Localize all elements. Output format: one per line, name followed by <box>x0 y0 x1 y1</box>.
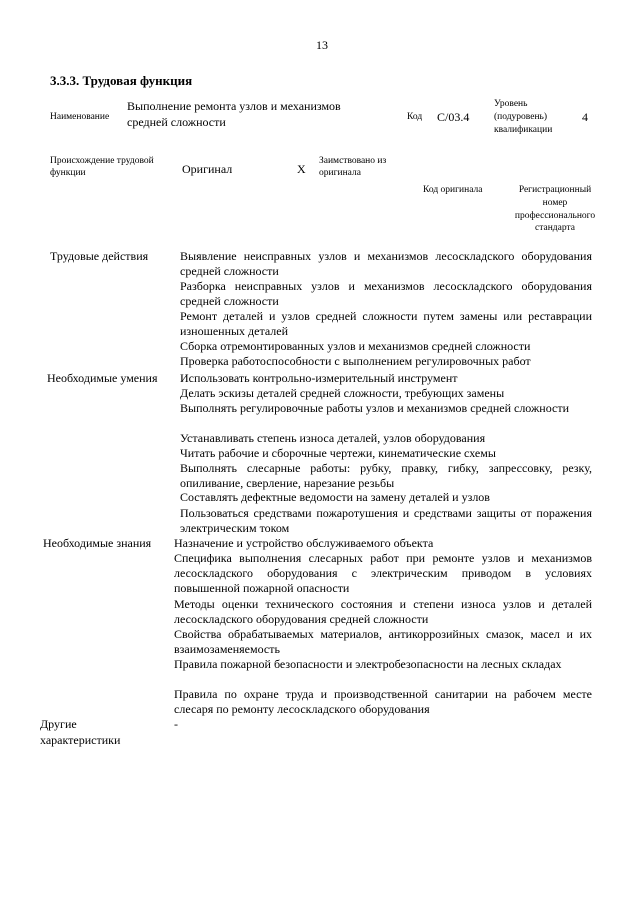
name-label: Наименование <box>50 112 110 122</box>
knowledge-item: Правила пожарной безопасности и электробезопасности на лесных складах <box>174 657 562 671</box>
labor-action-item: Проверка работоспособности с выполнением регулировочных работ <box>180 354 531 368</box>
name-value-line1: Выполнение ремонта узлов и механизмов <box>127 99 341 113</box>
reg-number-line4: стандарта <box>535 223 575 233</box>
code-label: Код <box>407 112 423 122</box>
other-label-line2: характеристики <box>40 733 121 747</box>
level-label-line2: (подуровень) <box>494 112 548 122</box>
other-label-line1: Другие <box>40 717 77 731</box>
labor-actions-label: Трудовые действия <box>50 249 149 263</box>
knowledge-label: Необходимые знания <box>43 536 152 550</box>
knowledge-item: Специфика выполнения слесарных работ при ремонте узлов и механизмов лесоскладского оборудования с электрическим приводом в условиях повышенной пожарной опасности <box>174 551 592 595</box>
other-value: - <box>174 717 178 731</box>
skill-item: Устанавливать степень износа деталей, узлов оборудования <box>180 431 486 445</box>
skill-item: Использовать контрольно-измерительный инструмент <box>180 371 458 385</box>
reg-number-line2: номер <box>542 198 568 208</box>
skill-item: Читать рабочие и сборочные чертежи, кинематические схемы <box>180 446 496 460</box>
knowledge-item: Методы оценки технического состояния и степени износа узлов и деталей лесоскладского оборудования средней сложности <box>174 597 592 626</box>
code-value: C/03.4 <box>437 110 470 124</box>
original-mark: X <box>297 162 306 176</box>
skill-item: Выполнять слесарные работы: рубку, правку, гибку, запрессовку, резку, опиливание, сверление, нарезание резьбы <box>180 461 592 490</box>
labor-action-item: Выявление неисправных узлов и механизмов лесоскладского оборудования средней сложности <box>180 249 592 278</box>
labor-action-item: Разборка неисправных узлов и механизмов лесоскладского оборудования средней сложности <box>180 279 592 308</box>
borrowed-label-line1: Заимствовано из <box>319 156 387 166</box>
level-label-line3: квалификации <box>494 125 553 135</box>
borrowed-label-line2: оригинала <box>319 168 361 178</box>
reg-number-line3: профессионального <box>514 211 596 221</box>
skills-label: Необходимые умения <box>47 371 158 385</box>
knowledge-item: Назначение и устройство обслуживаемого объекта <box>174 536 434 550</box>
skill-item: Выполнять регулировочные работы узлов и механизмов средней сложности <box>180 401 570 415</box>
name-value-line2: средней сложности <box>127 115 226 129</box>
knowledge-item: Правила по охране труда и производственной санитарии на рабочем месте слесаря по ремонту лесоскладского оборудования <box>174 687 592 716</box>
origin-label-line2: функции <box>50 168 86 178</box>
original-label: Оригинал <box>182 162 233 176</box>
labor-action-item: Сборка отремонтированных узлов и механизмов средней сложности <box>180 339 531 353</box>
origin-label-line1: Происхождение трудовой <box>50 156 154 166</box>
original-code-label: Код оригинала <box>423 185 483 195</box>
skill-item: Делать эскизы деталей средней сложности, требующих замены <box>180 386 505 400</box>
reg-number-line1: Регистрационный <box>518 185 592 195</box>
level-value: 4 <box>582 110 588 124</box>
skill-item: Пользоваться средствами пожаротушения и средствами защиты от поражения электрическим током <box>180 506 592 535</box>
skill-item: Составлять дефектные ведомости на замену деталей и узлов <box>180 490 490 504</box>
knowledge-item: Свойства обрабатываемых материалов, антикоррозийных смазок, масел и их взаимозаменяемость <box>174 627 592 656</box>
section-title: 3.3.3. Трудовая функция <box>50 73 193 88</box>
labor-action-item: Ремонт деталей и узлов средней сложности путем замены или реставрации изношенных деталей <box>180 309 592 338</box>
page-number: 13 <box>316 38 328 52</box>
level-label-line1: Уровень <box>494 99 528 109</box>
